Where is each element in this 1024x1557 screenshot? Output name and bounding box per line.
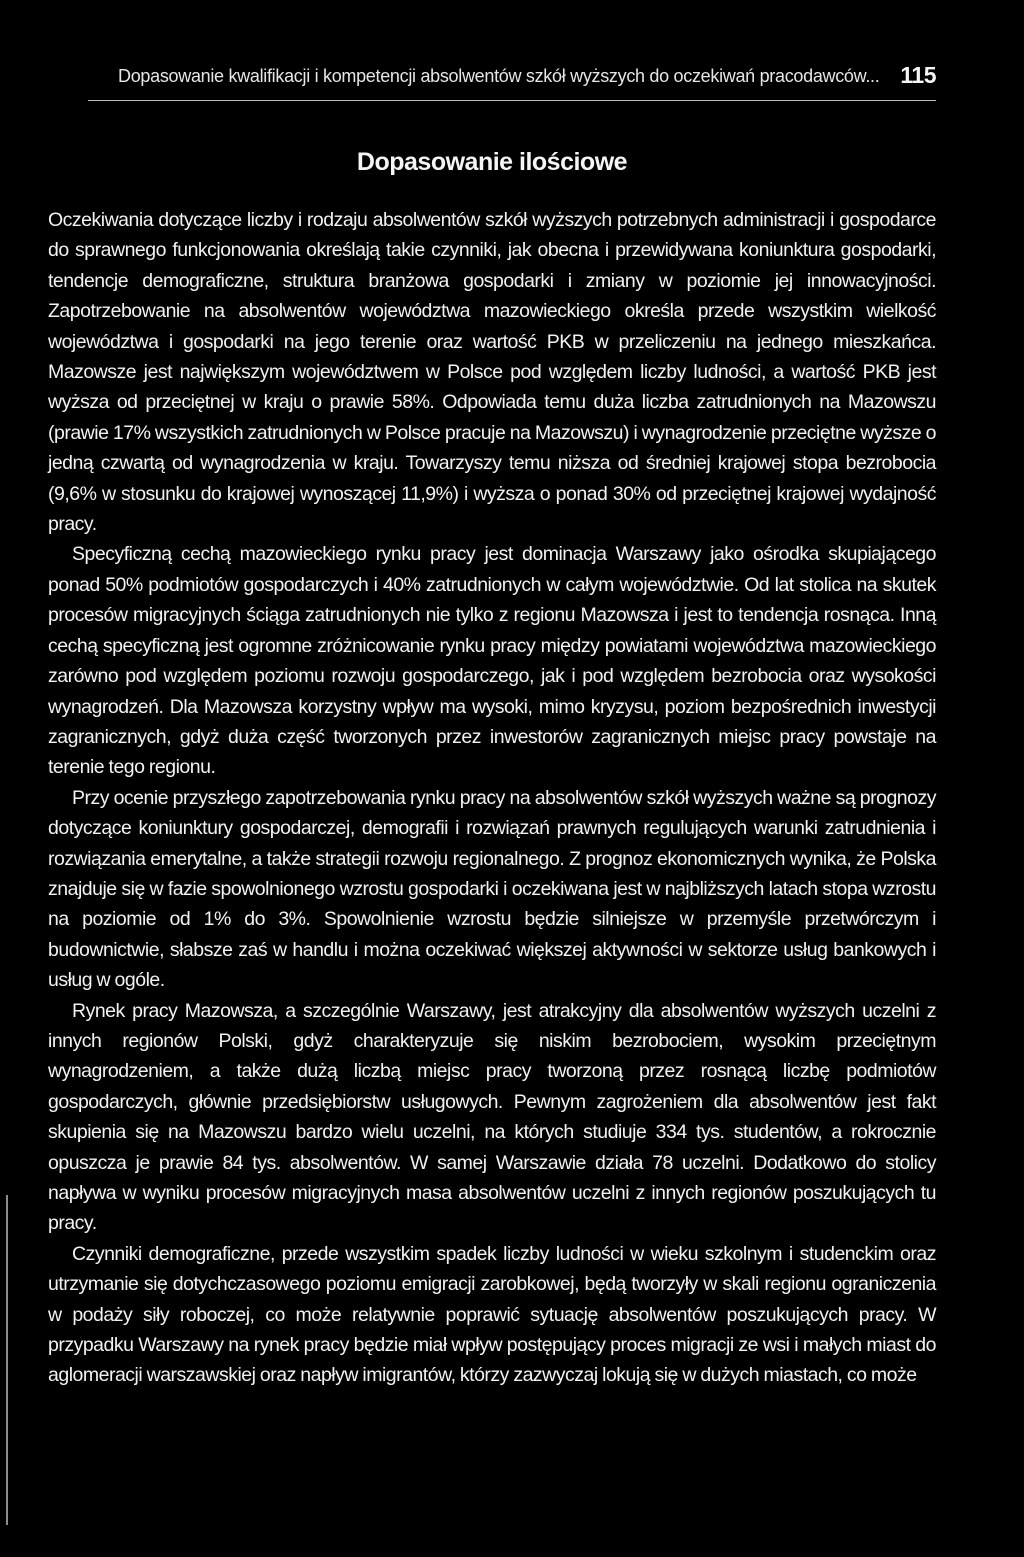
header-rule xyxy=(88,100,936,101)
running-header xyxy=(48,60,936,100)
paragraph-5: Czynniki demograficzne, przede wszystkim spadek liczby ludności w wieku szkolnym i studenckim oraz utrzymanie się dotychczasowego poziomu emigracji zarobkowej, będą tworzyły w skali regionu ograniczenia w podaży siły roboczej, co może relatywnie poprawić sytuację absolwentów poszukujących pracy. W przypadku Warszawy na rynek pracy będzie miał wpływ postępujący proces migracji ze wsi i małych miast do aglomeracji warszawskiej oraz napływ imigrantów, którzy zazwyczaj lokują się w dużych miastach, co może xyxy=(48,1242,936,1387)
paragraph-1: Oczekiwania dotyczące liczby i rodzaju absolwentów szkół wyższych potrzebnych administracji i gospodarce do sprawnego funkcjonowania określają takie czynniki, jak obecna i przewidywana koniunktura gospodarki, tendencje demograficzne, struktura branżowa gospodarki i zmiany w poziomie jej innowacyjności. Zapotrzebowanie na absolwentów województwa mazowieckiego określa przede wszystkim wielkość województwa i gospodarki na jego terenie oraz wartość PKB w przeliczeniu na jednego mieszkańca. Mazowsze jest największym województwem w Polsce pod względem liczby ludności, a wartość PKB jest wyższa od przeciętnej w kraju o prawie 58%. Odpowiada temu duża liczba zatrudnionych na Mazowszu (prawie 17% wszystkich zatrudnionych w Polsce pracuje na Mazowszu) i wynagrodzenie przeciętne wyższe o jedną czwartą od wynagrodzenia w kraju. Towarzyszy temu niższa od średniej krajowej stopa bezrobocia (9,6% w stosunku do krajowej wynoszącej 11,9%) i wyższa o ponad 30% od przeciętnej krajowej wydajność pracy. xyxy=(48,209,936,536)
page-number: 115 xyxy=(900,62,936,88)
body-text xyxy=(48,205,936,1391)
scan-edge-mark xyxy=(6,1195,8,1525)
section-title: Dopasowanie ilościowe xyxy=(356,148,628,176)
running-header-title: Dopasowanie kwalifikacji i kompetencji absolwentów szkół wyższych do oczekiwań pracodawców... xyxy=(118,66,880,86)
document-page xyxy=(48,60,936,1391)
paragraph-2: Specyficzną cechą mazowieckiego rynku pracy jest dominacja Warszawy jako ośrodka skupiającego ponad 50% podmiotów gospodarczych i 40% zatrudnionych w całym województwie. Od lat stolica na skutek procesów migracyjnych ściąga zatrudnionych nie tylko z regionu Mazowsza i jest to tendencja rosnąca. Inną cechą specyficzną jest ogromne zróżnicowanie rynku pracy między powiatami województwa mazowieckiego zarówno pod względem poziomu rozwoju gospodarczego, jak i pod względem bezrobocia oraz wysokości wynagrodzeń. Dla Mazowsza korzystny wpływ ma wysoki, mimo kryzysu, poziom bezpośrednich inwestycji zagranicznych, gdyż duża część tworzonych przez inwestorów zagranicznych miejsc pracy powstaje na terenie tego regionu. xyxy=(48,543,936,779)
paragraph-3: Przy ocenie przyszłego zapotrzebowania rynku pracy na absolwentów szkół wyższych ważne są prognozy dotyczące koniunktury gospodarczej, demografii i rozwiązań prawnych regulujących warunki zatrudnienia i rozwiązania emerytalne, a także strategii rozwoju regionalnego. Z prognoz ekonomicznych wynika, że Polska znajduje się w fazie spowolnionego wzrostu gospodarki i oczekiwana jest w najbliższych latach stopa wzrostu na poziomie od 1% do 3%. Spowolnienie wzrostu będzie silniejsze w przemyśle przetwórczym i budownictwie, słabsze zaś w handlu i można oczekiwać większej aktywności w sektorze usług bankowych i usług w ogóle. xyxy=(48,786,936,992)
paragraph-4: Rynek pracy Mazowsza, a szczególnie Warszawy, jest atrakcyjny dla absolwentów wyższych uczelni z innych regionów Polski, gdyż charakteryzuje się niskim bezrobociem, wysokim przeciętnym wynagrodzeniem, a także dużą liczbą miejsc pracy tworzoną przez rosnącą liczbę podmiotów gospodarczych, głównie przedsiębiorstw usługowych. Pewnym zagrożeniem dla absolwentów jest fakt skupienia się na Mazowszu bardzo wielu uczelni, na których studiuje 334 tys. studentów, a rokrocznie opuszcza je prawie 84 tys. absolwentów. W samej Warszawie działa 78 uczelni. Dodatkowo do stolicy napływa w wyniku procesów migracyjnych masa absolwentów uczelni z innych regionów poszukujących tu pracy. xyxy=(48,999,936,1235)
